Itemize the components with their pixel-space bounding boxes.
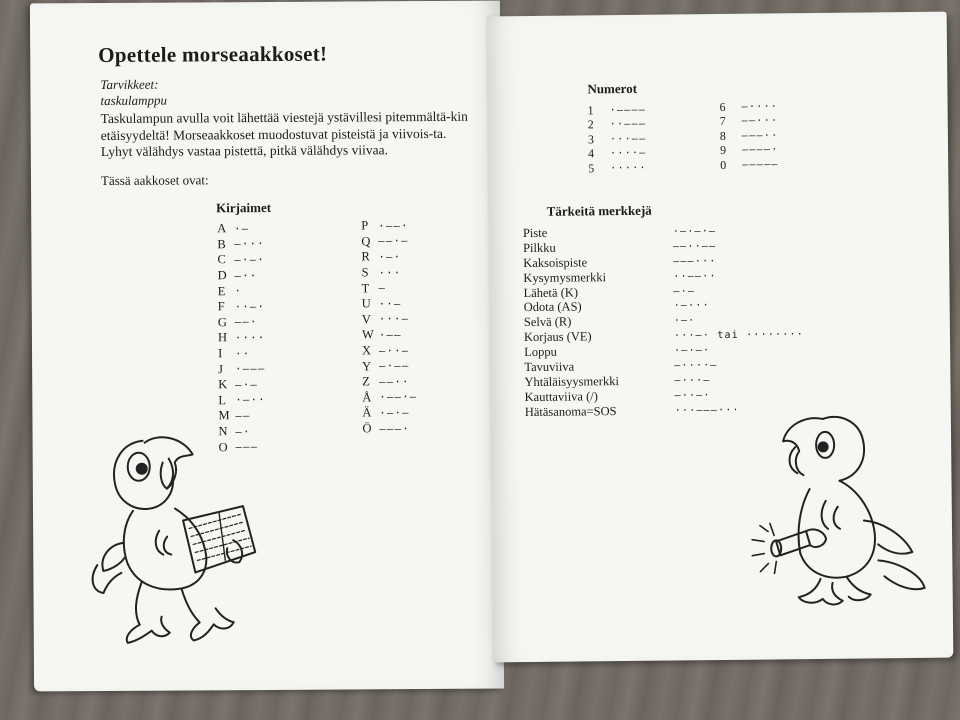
code-row bbox=[362, 358, 417, 374]
code-row bbox=[588, 103, 647, 118]
morse-code: ———· bbox=[379, 422, 411, 435]
morse-code: ···———··· bbox=[674, 404, 740, 417]
morse-code: ··— bbox=[378, 297, 402, 311]
sign-label: Selvä (R) bbox=[523, 314, 572, 330]
code-row bbox=[218, 346, 266, 362]
letter-char: Å bbox=[362, 390, 372, 405]
number-char: 8 bbox=[719, 128, 726, 143]
morse-code: —···· bbox=[741, 101, 779, 113]
morse-code: —··· bbox=[234, 238, 265, 251]
sign-label: Odota (AS) bbox=[523, 299, 582, 315]
code-row bbox=[588, 132, 647, 147]
number-char: 3 bbox=[587, 132, 594, 147]
morse-code: —··—· bbox=[674, 389, 711, 402]
number-char: 2 bbox=[587, 117, 594, 132]
page-title: Opettele morseaakkoset! bbox=[98, 41, 328, 68]
morse-code: ————— bbox=[742, 159, 779, 171]
code-row bbox=[217, 221, 265, 237]
code-row bbox=[588, 117, 647, 132]
lead-text: Tässä aakkoset ovat: bbox=[100, 172, 209, 189]
sign-label: Lähetä (K) bbox=[523, 285, 579, 300]
letter-char: Z bbox=[362, 374, 370, 389]
letter-char: L bbox=[218, 393, 227, 408]
morse-code: ·—·· bbox=[235, 394, 266, 407]
letters-column-1 bbox=[217, 221, 266, 455]
morse-code: ··——·· bbox=[673, 270, 717, 283]
morse-code: ——·— bbox=[378, 235, 409, 248]
letter-char: Ä bbox=[362, 405, 372, 420]
morse-code: —···— bbox=[674, 374, 711, 387]
morse-code: ·——— bbox=[235, 363, 266, 376]
letter-char: I bbox=[218, 346, 223, 361]
morse-code: ·—— bbox=[378, 329, 402, 342]
morse-code: ···— bbox=[378, 313, 410, 326]
letter-char: M bbox=[218, 408, 230, 423]
parrot-flashlight-illustration bbox=[727, 410, 939, 612]
sign-label: Kaksoispiste bbox=[523, 255, 588, 270]
code-row bbox=[362, 296, 417, 312]
morse-code: ····— bbox=[610, 148, 647, 160]
sign-label: Kysymysmerkki bbox=[523, 269, 607, 285]
morse-code: ·—· bbox=[673, 315, 696, 327]
morse-code: ··—· bbox=[234, 300, 266, 313]
letter-char: H bbox=[217, 330, 228, 345]
number-char: 9 bbox=[719, 143, 727, 158]
letter-char: T bbox=[361, 281, 370, 296]
morse-code: —··— bbox=[378, 344, 410, 357]
code-row bbox=[720, 143, 779, 158]
letter-char: J bbox=[218, 361, 224, 376]
morse-code: · bbox=[234, 285, 243, 298]
code-row bbox=[362, 265, 417, 281]
code-row bbox=[362, 405, 417, 421]
letter-char: E bbox=[217, 283, 226, 298]
morse-code: —·—· bbox=[234, 253, 266, 267]
letter-char: R bbox=[361, 249, 370, 264]
morse-code: ——— bbox=[235, 441, 259, 454]
code-row bbox=[218, 377, 266, 393]
sign-label: Loppu bbox=[524, 344, 557, 360]
sign-label: Piste bbox=[522, 225, 548, 241]
morse-code: ·—·—· bbox=[674, 345, 711, 357]
morse-code: ·—·—·— bbox=[672, 225, 717, 238]
morse-code: ·——·— bbox=[379, 391, 418, 404]
morse-code: ——··—— bbox=[672, 240, 717, 253]
morse-code: ——· bbox=[234, 316, 258, 329]
code-row bbox=[720, 128, 779, 143]
code-row bbox=[218, 393, 266, 409]
letter-char: B bbox=[217, 237, 226, 252]
sign-label: Kauttaviiva (/) bbox=[524, 389, 598, 404]
numbers-column-1 bbox=[588, 103, 647, 176]
right-page bbox=[487, 12, 954, 663]
morse-code: ·—·— bbox=[379, 407, 410, 420]
morse-code: ·· bbox=[235, 347, 251, 360]
morse-code: — bbox=[378, 282, 387, 295]
morse-code: ————· bbox=[741, 144, 779, 157]
morse-code: ——··· bbox=[741, 115, 779, 128]
letter-char: P bbox=[361, 218, 369, 233]
letter-char: X bbox=[361, 343, 372, 358]
letter-char: S bbox=[361, 265, 369, 280]
letter-char: D bbox=[217, 268, 227, 283]
code-row bbox=[720, 114, 779, 129]
numbers-heading: Numerot bbox=[587, 80, 638, 97]
number-char: 0 bbox=[720, 157, 727, 172]
code-row bbox=[588, 161, 647, 176]
code-row bbox=[218, 408, 266, 424]
morse-code: ——·· bbox=[379, 375, 410, 389]
signs-heading: Tärkeitä merkkejä bbox=[546, 202, 652, 219]
code-row bbox=[362, 327, 417, 343]
letter-char: W bbox=[361, 327, 374, 342]
sign-label: Hätäsanoma=SOS bbox=[524, 403, 617, 419]
code-row bbox=[362, 390, 417, 406]
letter-char: V bbox=[361, 312, 371, 327]
morse-code: —····— bbox=[674, 359, 718, 372]
code-row bbox=[218, 361, 266, 377]
letters-column-2 bbox=[361, 218, 417, 437]
letter-char: N bbox=[218, 424, 228, 439]
morse-code: —— bbox=[235, 410, 251, 423]
code-row bbox=[362, 280, 417, 296]
morse-code: —·— bbox=[673, 285, 696, 297]
signs-list bbox=[523, 223, 805, 419]
code-row bbox=[361, 218, 416, 234]
sign-label: Yhtäläisyysmerkki bbox=[524, 373, 619, 389]
code-row bbox=[362, 421, 417, 437]
morse-code: ···—· tai ········ bbox=[673, 329, 805, 342]
morse-code: —· bbox=[235, 425, 251, 438]
number-char: 6 bbox=[719, 99, 726, 114]
morse-code: ·——· bbox=[378, 219, 409, 233]
supplies-label: Tarvikkeet: bbox=[100, 76, 159, 93]
code-row bbox=[218, 315, 266, 331]
letters-heading: Kirjaimet bbox=[216, 199, 272, 216]
code-row bbox=[217, 252, 265, 268]
morse-code: ···· bbox=[234, 331, 266, 345]
morse-code: ··——— bbox=[609, 119, 647, 131]
number-char: 1 bbox=[587, 103, 594, 118]
letter-char: U bbox=[361, 296, 371, 311]
morse-code: ···—— bbox=[609, 133, 647, 145]
number-char: 4 bbox=[587, 146, 595, 161]
code-row bbox=[362, 343, 417, 359]
left-page bbox=[30, 1, 504, 692]
code-row bbox=[217, 237, 265, 253]
letter-char: G bbox=[217, 315, 227, 330]
letter-char: Y bbox=[362, 359, 372, 374]
numbers-column-2 bbox=[720, 99, 779, 172]
morse-code: ———··· bbox=[673, 255, 717, 268]
code-row bbox=[361, 249, 416, 265]
morse-code: —·— bbox=[235, 378, 259, 391]
code-row bbox=[218, 268, 266, 284]
morse-code: ·—· bbox=[378, 251, 402, 264]
code-row bbox=[588, 146, 647, 161]
letter-char: F bbox=[217, 299, 225, 314]
letter-char: O bbox=[218, 439, 228, 454]
morse-code: —·—— bbox=[379, 360, 410, 373]
intro-paragraph: Taskulampun avulla voit lähettää viestejä ystävillesi pitemmältä-kin etäisyydeltä! Morseaakkoset muodostuvat pisteistä ja viivois-ta. Lyhyt välähdys vastaa pistettä, pitkä välähdys viivaa. bbox=[100, 108, 468, 160]
morse-code: ·— bbox=[234, 222, 250, 235]
supplies-value: taskulamppu bbox=[100, 92, 167, 109]
morse-code: ··· bbox=[378, 266, 402, 279]
morse-code: ····· bbox=[610, 162, 647, 174]
code-row bbox=[720, 157, 779, 172]
sign-label: Pilkku bbox=[522, 240, 556, 255]
morse-code: ·—··· bbox=[673, 300, 710, 312]
sign-label: Tavuviiva bbox=[524, 359, 575, 375]
morse-code: ·———— bbox=[609, 104, 647, 116]
morse-code: ———·· bbox=[741, 130, 779, 142]
sign-label: Korjaus (VE) bbox=[523, 329, 592, 345]
code-row bbox=[218, 330, 266, 346]
code-row bbox=[361, 234, 416, 250]
code-row bbox=[218, 283, 266, 299]
letter-char: A bbox=[217, 221, 227, 236]
letter-char: Ö bbox=[362, 421, 372, 436]
code-row bbox=[362, 374, 417, 390]
letter-char: Q bbox=[361, 234, 371, 249]
letter-char: K bbox=[218, 377, 228, 392]
letter-char: C bbox=[217, 252, 226, 267]
code-row bbox=[362, 312, 417, 328]
parrot-reading-illustration bbox=[83, 432, 269, 653]
code-row bbox=[720, 99, 779, 114]
code-row bbox=[218, 299, 266, 315]
number-char: 7 bbox=[719, 114, 726, 129]
morse-code: —·· bbox=[234, 269, 258, 282]
number-char: 5 bbox=[588, 161, 595, 176]
